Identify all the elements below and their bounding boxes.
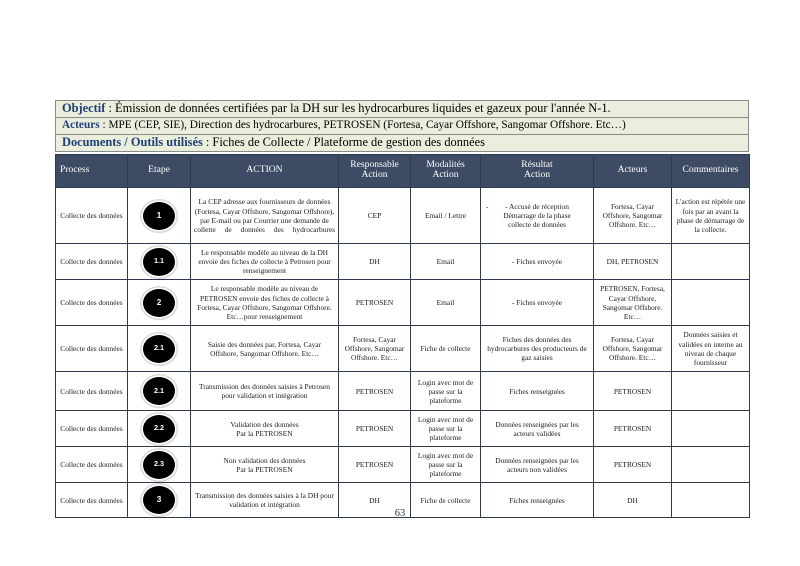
cell-action: Le responsable modèle au niveau de la DH envoie des fiches de collecte à Petrosen pour renseignement bbox=[191, 244, 339, 280]
cell-action-line2: Par la PETROSEN bbox=[236, 428, 293, 438]
banner-documents bbox=[55, 134, 749, 152]
cell-etape bbox=[128, 372, 191, 411]
cell-resultat: Fiches des données des hydrocarbures des producteurs de gaz saisies bbox=[481, 326, 594, 372]
banner-acteurs-sep: : bbox=[99, 118, 109, 131]
cell-responsable: PETROSEN bbox=[339, 411, 411, 447]
cell-resultat: Fiches renseignées bbox=[481, 483, 594, 518]
table-row bbox=[56, 411, 750, 447]
banner-acteurs-label: Acteurs bbox=[62, 118, 100, 131]
cell-acteurs: PETROSEN bbox=[594, 411, 672, 447]
step-badge-wrap bbox=[131, 451, 187, 479]
cell-action: La CEP adresse aux fournisseurs de données (Fortesa, Cayar Offshore, Sangomar Offshore), par E-mail ou par Courrier une demande de collette de données des hydrocarbures bbox=[191, 188, 339, 244]
cell-commentaires bbox=[672, 447, 750, 483]
banner-documents-label: Documents / Outils utilisés bbox=[62, 134, 203, 149]
cell-acteurs: PETROSEN bbox=[594, 372, 672, 411]
cell-commentaires bbox=[672, 280, 750, 326]
table-row bbox=[56, 372, 750, 411]
cell-resultat: Données renseignées par les acteurs non validées bbox=[481, 447, 594, 483]
process-table bbox=[55, 154, 750, 518]
column-header-modalites-action bbox=[411, 154, 481, 187]
cell-action bbox=[191, 447, 339, 483]
cell-etape bbox=[128, 447, 191, 483]
banner-acteurs bbox=[55, 117, 749, 134]
cell-process: Collecte des données bbox=[56, 411, 128, 447]
column-header-process: Process bbox=[56, 154, 128, 187]
cell-resultat: Fiches renseignées bbox=[481, 372, 594, 411]
cell-resultat: Données renseignées par les acteurs validées bbox=[481, 411, 594, 447]
cell-resultat: - Fiches envoyée bbox=[481, 280, 594, 326]
column-header-responsable-line1: Responsable bbox=[350, 158, 399, 170]
step-badge: 1 bbox=[143, 202, 175, 230]
step-badge: 1.1 bbox=[143, 248, 175, 276]
cell-etape bbox=[128, 244, 191, 280]
banner-documents-sep: : bbox=[202, 134, 213, 149]
cell-process: Collecte des données bbox=[56, 447, 128, 483]
banner-objectif-sep: : bbox=[105, 101, 115, 115]
cell-action: Le responsable modèle au niveau de PETROSEN envoie des fiches de collecte à Fortesa, Cayar Offshore, Sangomar Offshore. Etc…pour renseignement bbox=[191, 280, 339, 326]
cell-action-line1: Validation des données bbox=[230, 419, 299, 429]
cell-acteurs: PETROSEN, Fortesa, Cayar Offshore, Sangomar Offshore. Etc… bbox=[594, 280, 672, 326]
cell-commentaires bbox=[672, 244, 750, 280]
cell-process: Collecte des données bbox=[56, 326, 128, 372]
cell-commentaires: Données saisies et validées en interne au niveau de chaque fournisseur bbox=[672, 326, 750, 372]
cell-responsable: PETROSEN bbox=[339, 280, 411, 326]
cell-responsable: DH bbox=[339, 244, 411, 280]
column-header-commentaires: Commentaires bbox=[672, 154, 750, 187]
cell-resultat-line1: - Accusé de réception bbox=[505, 202, 569, 211]
step-badge-wrap bbox=[131, 377, 187, 405]
step-badge-wrap bbox=[131, 415, 187, 443]
table-row bbox=[56, 188, 750, 244]
cell-action: Transmission des données saisies à la DH pour validation et intégration bbox=[191, 483, 339, 518]
cell-modalites: Login avec mot de passe sur la plateforme bbox=[411, 411, 481, 447]
cell-modalites: Login avec mot de passe sur la plateforme bbox=[411, 372, 481, 411]
step-badge: 2 bbox=[143, 289, 175, 317]
cell-modalites: Fiche de collecte bbox=[411, 483, 481, 518]
banner-objectif bbox=[55, 100, 749, 117]
step-badge: 2.1 bbox=[143, 377, 175, 405]
cell-action: Saisie des données par, Fortesa, Cayar Offshore, Sangomar Offshore. Etc… bbox=[191, 326, 339, 372]
step-badge-wrap bbox=[131, 248, 187, 276]
step-badge: 2.3 bbox=[143, 451, 175, 479]
column-header-resultat-action bbox=[481, 154, 594, 187]
banner-documents-text: Fiches de Collecte / Plateforme de gestion des données bbox=[212, 134, 485, 149]
cell-acteurs: PETROSEN bbox=[594, 447, 672, 483]
step-badge: 2.2 bbox=[143, 415, 175, 443]
cell-etape bbox=[128, 188, 191, 244]
cell-modalites: Login avec mot de passe sur la plateforme bbox=[411, 447, 481, 483]
column-header-acteurs: Acteurs bbox=[594, 154, 672, 187]
cell-action-line2: Par la PETROSEN bbox=[236, 464, 293, 474]
cell-process: Collecte des données bbox=[56, 244, 128, 280]
banner-objectif-text: Émission de données certifiées par la DH sur les hydrocarbures liquides et gazeux pour l'année N-1. bbox=[115, 101, 611, 115]
cell-modalites: Fiche de collecte bbox=[411, 326, 481, 372]
cell-responsable: CEP bbox=[339, 188, 411, 244]
cell-modalites: Email bbox=[411, 280, 481, 326]
cell-responsable: PETROSEN bbox=[339, 447, 411, 483]
process-sheet bbox=[55, 100, 749, 518]
column-header-modalites-line2: Action bbox=[432, 169, 459, 181]
cell-action-line1: Non validation des données bbox=[223, 455, 306, 465]
column-header-modalites-line1: Modalités bbox=[426, 158, 465, 170]
column-header-responsable-line2: Action bbox=[361, 169, 388, 181]
cell-etape bbox=[128, 280, 191, 326]
cell-acteurs: DH, PETROSEN bbox=[594, 244, 672, 280]
cell-action bbox=[191, 411, 339, 447]
banner-acteurs-text: MPE (CEP, SIE), Direction des hydrocarbures, PETROSEN (Fortesa, Cayar Offshore, Sangomar Offshore. Etc…) bbox=[108, 118, 626, 131]
cell-etape bbox=[128, 411, 191, 447]
table-row bbox=[56, 447, 750, 483]
cell-resultat bbox=[481, 188, 594, 244]
cell-modalites: Email bbox=[411, 244, 481, 280]
step-badge: 2.1 bbox=[143, 335, 175, 363]
cell-modalites: Email / Lettre bbox=[411, 188, 481, 244]
cell-acteurs: DH bbox=[594, 483, 672, 518]
column-header-resultat-line1: Résultat bbox=[521, 158, 553, 170]
cell-responsable: PETROSEN bbox=[339, 372, 411, 411]
cell-commentaires: L'action est répétée une fois par an avant la phase de démarrage de la collecte. bbox=[672, 188, 750, 244]
cell-acteurs: Fortesa, Cayar Offshore, Sangomar Offshore. Etc… bbox=[594, 188, 672, 244]
cell-commentaires bbox=[672, 411, 750, 447]
cell-resultat: - Fiches envoyée bbox=[481, 244, 594, 280]
cell-process: Collecte des données bbox=[56, 280, 128, 326]
step-badge-wrap bbox=[131, 289, 187, 317]
cell-responsable: DH bbox=[339, 483, 411, 518]
step-badge-wrap bbox=[131, 335, 187, 363]
column-header-resultat-line2: Action bbox=[523, 169, 551, 181]
cell-commentaires bbox=[672, 372, 750, 411]
table-row bbox=[56, 244, 750, 280]
column-header-responsable-action bbox=[339, 154, 411, 187]
column-header-etape: Etape bbox=[128, 154, 191, 187]
cell-process: Collecte des données bbox=[56, 188, 128, 244]
cell-responsable: Fortesa, Cayar Offshore, Sangomar Offshore. Etc… bbox=[339, 326, 411, 372]
table-header-row bbox=[56, 154, 750, 187]
cell-etape bbox=[128, 326, 191, 372]
cell-resultat-line2: Démarrage de la phase bbox=[503, 211, 571, 221]
table-row bbox=[56, 326, 750, 372]
resultat-dash-icon: - bbox=[486, 202, 489, 211]
page-number: 63 bbox=[394, 508, 406, 519]
step-badge: 3 bbox=[143, 486, 175, 514]
banner-objectif-label: Objectif bbox=[62, 101, 106, 115]
cell-acteurs: Fortesa, Cayar Offshore, Sangomar Offshore. Etc… bbox=[594, 326, 672, 372]
cell-process: Collecte des données bbox=[56, 372, 128, 411]
cell-action: Transmission des données saisies à Petrosen pour validation et intégration bbox=[191, 372, 339, 411]
cell-resultat-line3: collecte de données bbox=[508, 220, 566, 230]
step-badge-wrap bbox=[131, 202, 187, 230]
table-row bbox=[56, 280, 750, 326]
column-header-action: ACTION bbox=[191, 154, 339, 187]
cell-process: Collecte des données bbox=[56, 483, 128, 518]
